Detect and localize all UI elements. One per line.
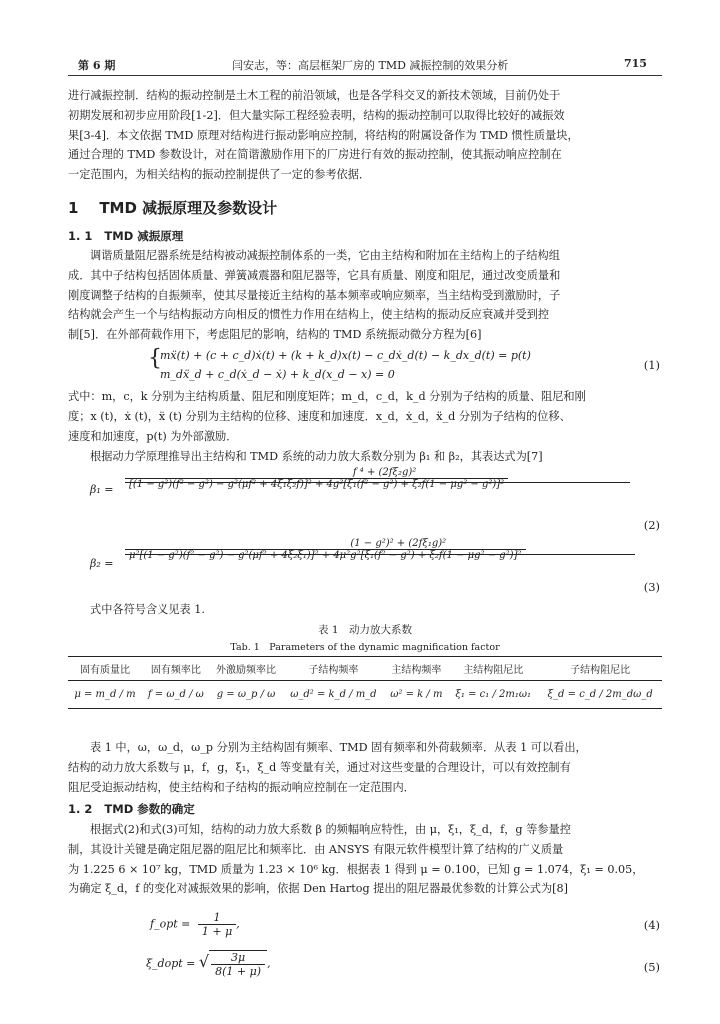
text-line: 制[5]．在外部荷载作用下，考虑阻尼的影响，结构的 TMD 系统振动微分方程为[6] <box>68 328 482 342</box>
table-row <box>68 681 662 709</box>
equation-3 <box>125 538 526 561</box>
equation-5-lhs: ξ_dopt = <box>146 957 196 970</box>
table-cell: ξ_d = c_d / 2m_dω_d <box>538 681 662 709</box>
table-cell: ω² = k / m <box>385 681 449 709</box>
equation-number: (4) <box>643 918 660 932</box>
equation-4-numerator: 1 <box>198 911 236 925</box>
equation-2-numerator: f ⁴ + (2fξ₂g)² <box>352 467 417 478</box>
text-line: 进行减振控制．结构的振动控制是土木工程的前沿领域，也是各学科交叉的新技术领域，目前仍处于 <box>68 89 561 102</box>
subsection-number: 1. 1 <box>68 229 93 243</box>
subsection-heading <box>68 228 183 244</box>
text-line: 根据动力学原理推导出主结构和 TMD 系统的动力放大系数分别为 β₁ 和 β₂，其表达式为[7] <box>90 450 543 463</box>
table-header: 主结构频率 <box>385 657 449 681</box>
equation-4: f_opt = $\frac{1}{1 + \mu}$ , <box>150 911 240 938</box>
text-line: 结构的动力放大系数与 μ，f，g，ξ₁，ξ_d 等变量有关，通过对这些变量的合理设计，可以有效控制有 <box>68 760 571 774</box>
text-line: 为 1.225 6 × 10⁷ kg，TMD 质量为 1.23 × 10⁶ kg．根据表 1 得到 μ = 0.100，已知 g = 1.074，ξ₁ = 0.05， <box>68 862 644 876</box>
section-number: 1 <box>68 199 79 217</box>
table-header: 子结构频率 <box>282 657 384 681</box>
table-cell: μ = m_d / m <box>68 681 142 709</box>
equation-number: (3) <box>643 580 660 594</box>
equation-3-lhs: β₂ = <box>90 557 114 570</box>
table-header: 固有频率比 <box>142 657 210 681</box>
text-line: 度；x (t)，ẋ (t)，ẍ (t) 分别为主结构的位移、速度和加速度．x_d，ẋ_d，ẍ_d 分别为子结构的位移、 <box>68 409 571 423</box>
sqrt-sign: √ <box>198 952 210 971</box>
fraction-bar <box>125 554 635 555</box>
issue-number: 第 6 期 <box>78 59 116 72</box>
equation-3-denominator: μ²[(1 − g²)(f² − g²) − g²(μf² + 4ξ₂ξ₁)]² + 4μ²g²[ξ₁(f² − g²) + ξ₂f(1 − μg² − g²)]² <box>125 549 526 561</box>
table-cell: g = ω_p / ω <box>210 681 282 709</box>
table-header-row <box>68 657 662 681</box>
table-caption-en: Tab. 1 Parameters of the dynamic magnification factor <box>230 642 500 653</box>
beta-intro <box>68 447 662 467</box>
equation-number: (2) <box>643 518 660 532</box>
parameter-paragraph <box>68 820 662 899</box>
section-title: TMD 减振原理及参数设计 <box>99 199 278 217</box>
table-header: 子结构阻尼比 <box>538 657 662 681</box>
equation-4-denominator: 1 + μ <box>201 925 233 938</box>
equation-2 <box>125 467 508 490</box>
definitions-paragraph <box>68 387 662 446</box>
text-line: 结构就会产生一个与结构振动方向相反的惯性力作用在结构上，使主结构的振动反应衰减并受到控 <box>68 308 550 322</box>
fraction-bar <box>125 482 630 483</box>
subsection-number: 1. 2 <box>68 802 93 816</box>
text-line: 初期发展和初步应用阶段[1-2]．但大量实际工程经验表明，结构的振动控制可以取得比较好的减振效 <box>68 108 565 122</box>
section-heading <box>68 197 277 218</box>
equation-4-lhs: f_opt = <box>150 917 191 931</box>
header-rule <box>68 75 662 76</box>
text-line: 为确定 ξ_d，f 的变化对减振效果的影响，依据 Den Hartog 提出的阻尼器最优参数的计算公式为[8] <box>68 882 569 896</box>
table-header: 主结构阻尼比 <box>448 657 538 681</box>
equation-1-line-2: m_dẍ_d + c_d(ẋ_d − ẋ) + k_d(x_d − x) = 0 <box>160 368 395 381</box>
text-line: 成．其中子结构包括固体质量、弹簧减震器和阻尼器等，它具有质量、刚度和阻尼，通过改变质量和 <box>68 268 561 282</box>
table-reference <box>90 600 684 620</box>
principle-paragraph <box>68 246 662 345</box>
text-line: 阻尼受迫振动结构，使主结构和子结构的振动响应控制在一定范围内． <box>68 780 415 794</box>
table-cell: ξ₁ = c₁ / 2m₁ω₁ <box>448 681 538 709</box>
equation-3-numerator: (1 − g²)² + (2fξ₁g)² <box>350 538 447 549</box>
text-line: 式中：m，c，k 分别为主结构质量、阻尼和刚度矩阵；m_d，c_d，k_d 分别为子结构的质量、阻尼和刚 <box>68 390 586 403</box>
page-number: 715 <box>624 57 647 70</box>
equation-5-denominator: 8(1 + μ) <box>215 965 262 978</box>
left-brace: { <box>148 346 162 371</box>
running-title: 闫安志，等：高层框架厂房的 TMD 减振控制的效果分析 <box>232 59 509 72</box>
subsection-title: TMD 减振原理 <box>104 229 184 243</box>
text-line: 刚度调整子结构的自振频率，使其尽量接近主结构的基本频率或响应频率，当主结构受到激励时，子 <box>68 288 561 302</box>
text-line: 式中各符号含义见表 1. <box>90 603 205 616</box>
equation-5-numerator: 3μ <box>211 951 265 965</box>
text-line: 果[3-4]．本文依据 TMD 原理对结构进行振动影响应控制，将结构的附属设备作为 TMD 惯性质量块， <box>68 128 579 142</box>
text-line: 制，其设计关键是确定阻尼器的阻尼比和频率比．由 ANSYS 有限元软件模型计算了结构的广义质量 <box>68 842 564 856</box>
equation-number: (5) <box>643 960 660 974</box>
table-header: 外激励频率比 <box>210 657 282 681</box>
table-discussion <box>68 738 662 797</box>
intro-paragraph <box>68 86 662 185</box>
text-line: 速度和加速度，p(t) 为外部激励． <box>68 429 238 443</box>
text-line: 一定范围内，为相关结构的振动控制提供了一定的参考依据． <box>68 168 371 182</box>
table-caption-cn: 表 1 动力放大系数 <box>317 624 413 636</box>
equation-2-denominator: [(1 − g²)(f² − g²) − g²(μf² + 4ξ₁ξ₂f)]² + 4g²[ξ₁(f² − g²) + ξ₂f(1 − μg² − g²)]² <box>125 478 508 490</box>
equation-1-line-1: mẍ(t) + (c + c_d)ẋ(t) + (k + k_d)x(t) − c_dẋ_d(t) − k_dx_d(t) = p(t) <box>160 349 531 362</box>
table-header: 固有质量比 <box>68 657 142 681</box>
table-cell: ω_d² = k_d / m_d <box>282 681 384 709</box>
text-line: 通过合理的 TMD 参数设计，对在简谐激励作用下的厂房进行有效的振动控制，使其振动响应控制在 <box>68 148 562 162</box>
equation-5: ξ_dopt = √ $\frac{3\mu}{8(1 + \mu)}$ , <box>146 951 271 978</box>
text-line: 表 1 中，ω，ω_d，ω_p 分别为主结构固有频率、TMD 固有频率和外荷载频率．从表 1 可以看出， <box>90 741 587 754</box>
subsection-title: TMD 参数的确定 <box>104 802 195 816</box>
equation-2-lhs: β₁ = <box>90 483 114 496</box>
parameter-table <box>68 656 662 709</box>
subsection-heading <box>68 801 195 817</box>
table-cell: f = ω_d / ω <box>142 681 210 709</box>
text-line: 调谐质量阻尼器系统是结构被动减振控制体系的一类，它由主结构和附加在主结构上的子结构组 <box>90 249 560 262</box>
equation-number: (1) <box>643 358 660 372</box>
text-line: 根据式(2)和式(3)可知，结构的动力放大系数 β 的频幅响应特性，由 μ，ξ₁，ξ_d，f，g 等参量控 <box>90 823 571 836</box>
